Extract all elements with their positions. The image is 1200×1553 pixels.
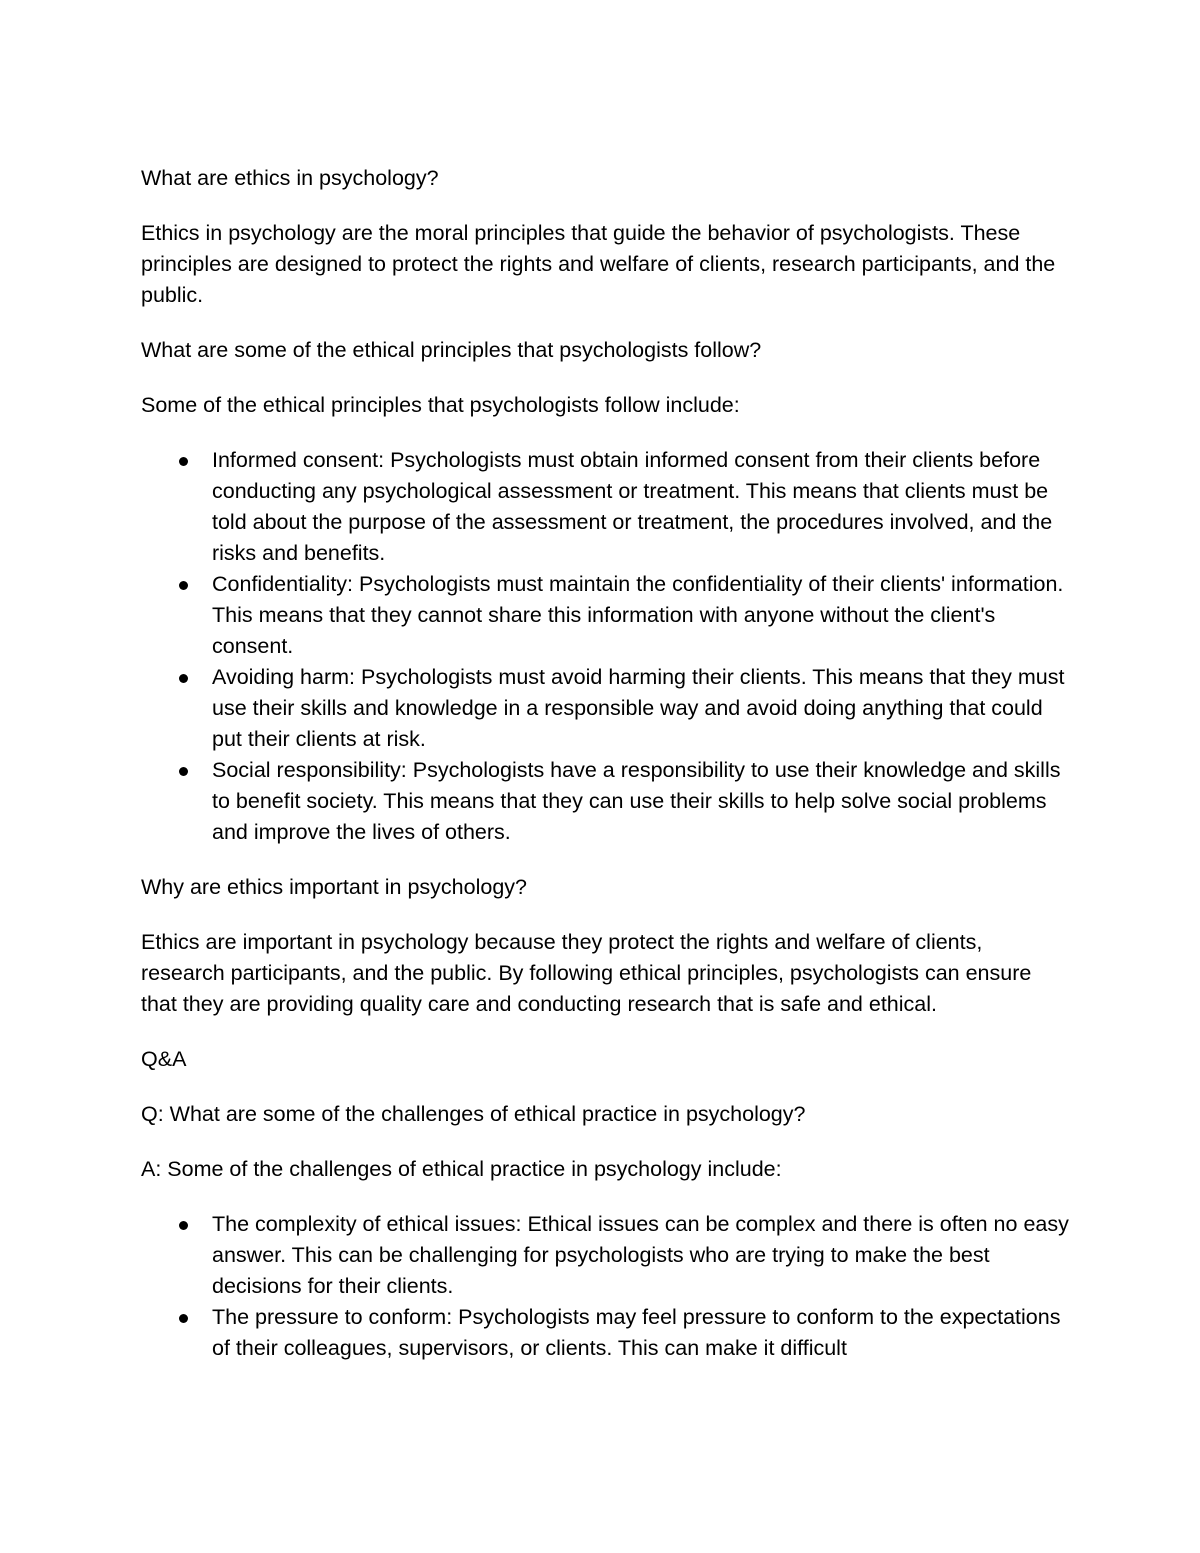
question-ethics-definition: What are ethics in psychology? <box>141 166 439 190</box>
answer-ethics-definition: Ethics in psychology are the moral principles that guide the behavior of psychologists. These principles are designed to protect the rights and welfare of clients, research participants, and the public. <box>141 221 1056 307</box>
bullet-icon <box>179 581 188 590</box>
list-item-text: Social responsibility: Psychologists have a responsibility to use their knowledge and skills to benefit society. This means that they can use their skills to help solve social problems and improve the lives of others. <box>212 758 1061 844</box>
list-item <box>212 1209 1071 1302</box>
qa-question: Q: What are some of the challenges of ethical practice in psychology? <box>141 1102 806 1126</box>
list-item-text: Confidentiality: Psychologists must maintain the confidentiality of their clients' information. This means that they cannot share this information with anyone without the client's consent. <box>212 572 1064 658</box>
answer-ethics-importance: Ethics are important in psychology because they protect the rights and welfare of clients, research participants, and the public. By following ethical principles, psychologists can ensure that they are providing quality care and conducting research that is safe and ethical. <box>141 930 1032 1016</box>
list-item <box>212 662 1071 755</box>
list-item <box>212 755 1071 848</box>
question-ethical-principles: What are some of the ethical principles that psychologists follow? <box>141 338 762 362</box>
principles-list <box>141 445 1071 848</box>
question-ethics-importance: Why are ethics important in psychology? <box>141 875 527 899</box>
bullet-icon <box>179 1221 188 1230</box>
bullet-icon <box>179 767 188 776</box>
list-item-text: Avoiding harm: Psychologists must avoid harming their clients. This means that they must use their skills and knowledge in a responsible way and avoid doing anything that could put their clients at risk. <box>212 665 1065 751</box>
principles-intro: Some of the ethical principles that psychologists follow include: <box>141 393 740 417</box>
list-item <box>212 1302 1071 1364</box>
bullet-icon <box>179 1314 188 1323</box>
bullet-icon <box>179 457 188 466</box>
list-item <box>212 569 1071 662</box>
list-item-text: The complexity of ethical issues: Ethical issues can be complex and there is often no easy answer. This can be challenging for psychologists who are trying to make the best decisions for their clients. <box>212 1212 1069 1298</box>
qa-answer-intro: A: Some of the challenges of ethical practice in psychology include: <box>141 1157 782 1181</box>
challenges-list <box>141 1209 1071 1364</box>
document-body <box>141 163 1071 1388</box>
list-item-text: Informed consent: Psychologists must obtain informed consent from their clients before conducting any psychological assessment or treatment. This means that clients must be told about the purpose of the assessment or treatment, the procedures involved, and the risks and benefits. <box>212 448 1053 565</box>
qa-heading: Q&A <box>141 1047 187 1071</box>
list-item <box>212 445 1071 569</box>
list-item-text: The pressure to conform: Psychologists may feel pressure to conform to the expectations of their colleagues, supervisors, or clients. This can make it difficult <box>212 1305 1061 1360</box>
bullet-icon <box>179 674 188 683</box>
